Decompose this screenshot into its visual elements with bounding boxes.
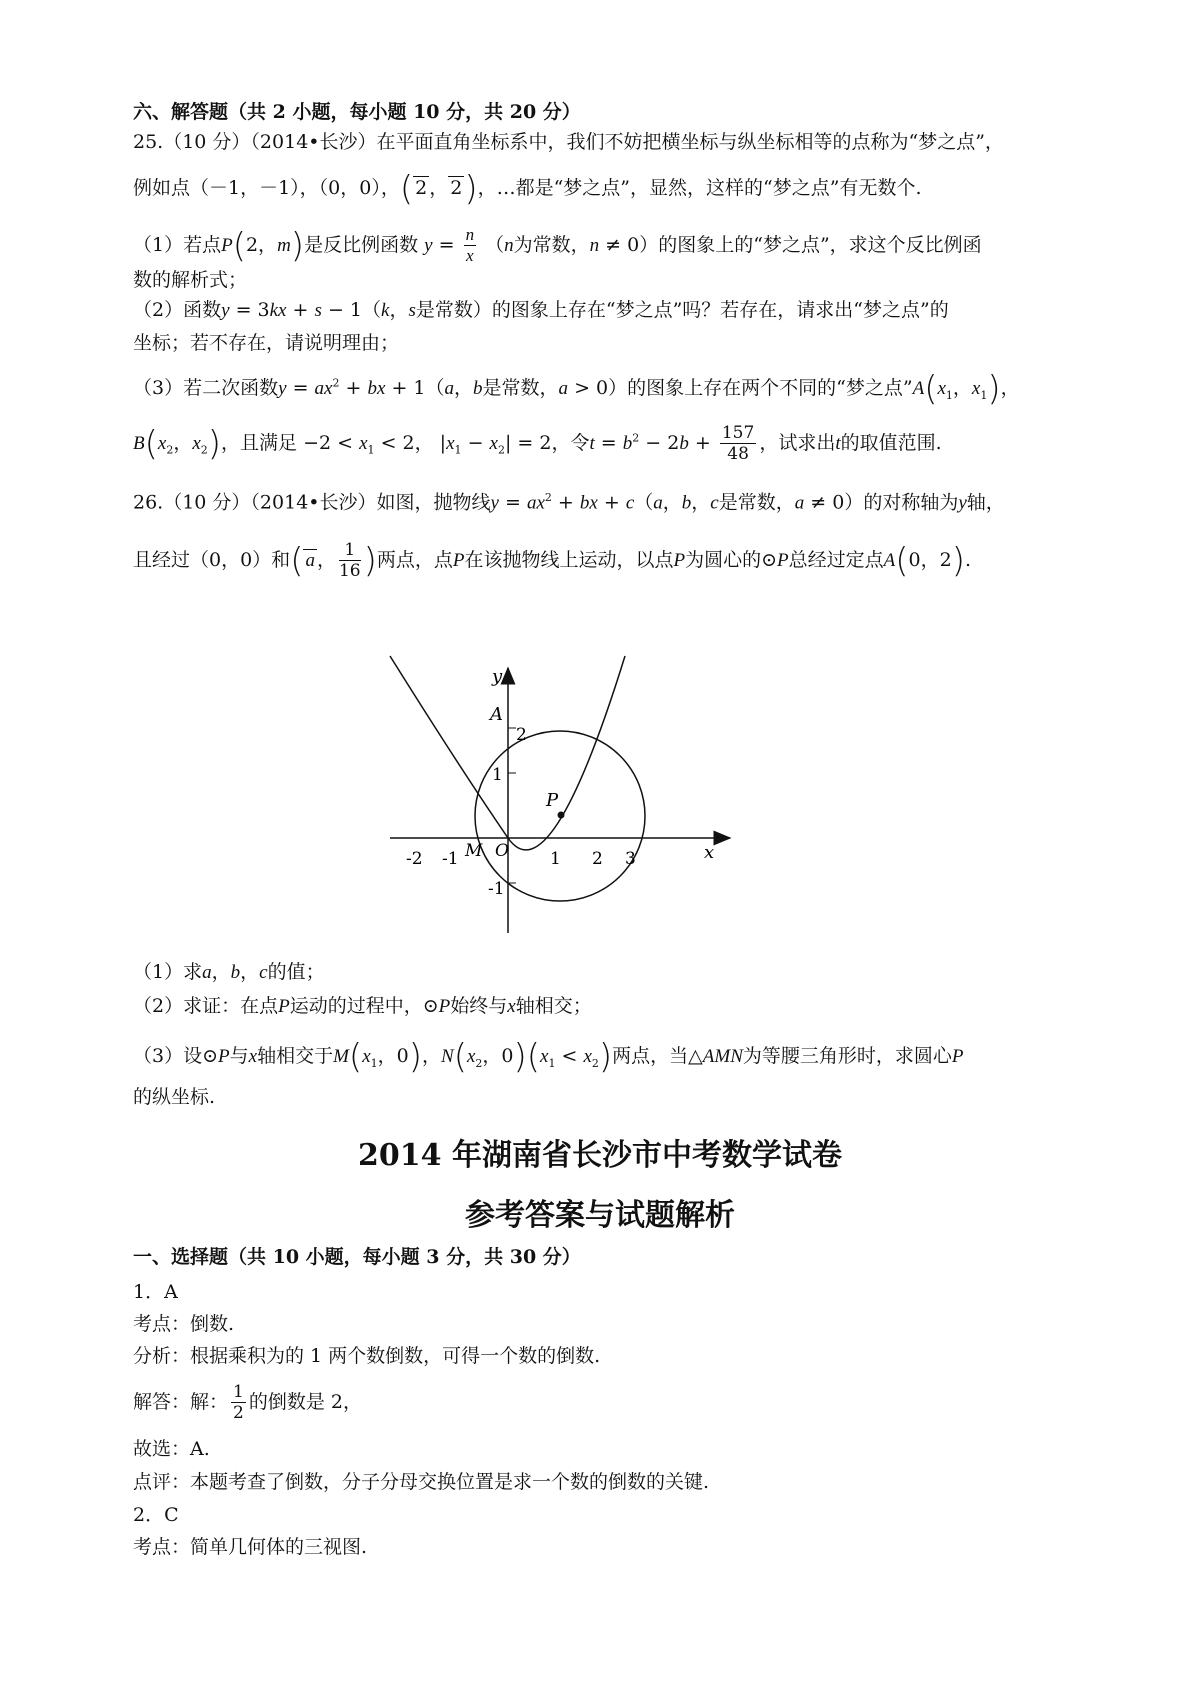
- y-axis-label: y: [492, 666, 503, 687]
- point-p-label: P: [546, 790, 559, 811]
- q25-part2: （2）函数y = 3kx + s − 1（k，s是常数）的图象上存在“梦之点”吗？若存在，请求出“梦之点”的: [133, 299, 949, 321]
- q26-sub1: （1）求a，b，c的值；: [133, 961, 325, 983]
- tick-x-3: 3: [625, 849, 636, 869]
- x-axis-label: x: [704, 842, 715, 863]
- q25-part1-cont: 数的解析式；: [133, 269, 248, 291]
- section-heading: 六、解答题（共 2 小题，每小题 10 分，共 20 分）: [133, 101, 581, 123]
- answer-1-guxuan: 故选：A.: [133, 1438, 210, 1460]
- answer-section-heading: 一、选择题（共 10 小题，每小题 3 分，共 30 分）: [133, 1246, 581, 1268]
- tick-x-neg2: -2: [406, 849, 423, 869]
- q25-line2: 例如点（－1，－1），（0，0），( 2 ， 2)，…都是“梦之点”，显然，这样的“梦之点”有无数个.: [133, 169, 922, 209]
- q25-part3-cont: $B(x_2$，$x_2$)，且满足 $-2 < x_1 < 2$， $|x_1 - x_2| = 2$，令$t = b^2 - 2b$ + $\frac{157}{48}$ ，试求出t的取值范围.: [133, 423, 942, 465]
- q25-part3: （3）若二次函数$y = ax^2$ + bx + 1（a，b是常数，a > 0）的图象上存在两个不同的“梦之点$”A(x_1$，$x_1$)，: [133, 369, 1020, 409]
- point-m-label: M: [465, 841, 483, 861]
- main-title: 2014 年湖南省长沙市中考数学试卷: [358, 1138, 842, 1173]
- answer-2: 2．C: [133, 1504, 179, 1526]
- q25-part2-cont: 坐标；若不存在，请说明理由；: [133, 332, 400, 354]
- tick-y-neg1: -1: [488, 879, 505, 899]
- answer-1-fenxi: 分析：根据乘积为的 1 两个数倒数，可得一个数的倒数.: [133, 1345, 601, 1367]
- q25-part1: （1）若点P(2，m)是反比例函数 y = $\frac{n}{x}$ （n为常数，n ≠ 0）的图象上的“梦之点”，求这个反比例函: [133, 225, 982, 266]
- tick-x-2: 2: [592, 849, 603, 869]
- q26-sub2: （2）求证：在点P运动的过程中，⊙P始终与x轴相交；: [133, 995, 592, 1017]
- tick-x-1: 1: [550, 849, 561, 869]
- q26-sub3-cont: 的纵坐标.: [133, 1086, 216, 1108]
- tick-y-1: 1: [492, 765, 503, 785]
- origin-label: O: [495, 841, 509, 861]
- sub-title: 参考答案与试题解析: [465, 1198, 735, 1233]
- q26-sub3: （3）设⊙P与x轴相交于$M(x_1$，0)，$N(x_2$，$0)(x_1 < x_2)$两点，当△AMN为等腰三角形时，求圆心P: [133, 1037, 964, 1077]
- q26-line1: 26.（10 分）（2014•长沙）如图，抛物线$y = ax^2$ + bx + c（a，b，c是常数，a ≠ 0）的对称轴为y轴，: [133, 491, 1005, 514]
- answer-1-jieda: 解答：解： $\frac{1}{2}$ 的倒数是 2，: [133, 1382, 362, 1424]
- answer-1-dianping: 点评：本题考查了倒数，分子分母交换位置是求一个数的倒数的关键.: [133, 1471, 710, 1493]
- answer-1-kaodian: 考点：倒数.: [133, 1313, 235, 1335]
- point-p-dot: [558, 812, 565, 819]
- point-a-label: A: [490, 704, 503, 725]
- parabola-circle-figure: [406, 666, 780, 938]
- tick-x-neg1: -1: [442, 849, 459, 869]
- q26-line2: 且经过（0，0）和( a ， $\frac{1}{16}$ )两点，点P在该抛物线上运动，以点P为圆心的⊙P总经过定点A(0，2).: [133, 540, 972, 582]
- answer-1: 1．A: [133, 1281, 178, 1303]
- q25-line1: 25.（10 分）（2014•长沙）在平面直角坐标系中，我们不妨把横坐标与纵坐标相等的点称为“梦之点”，: [133, 131, 1004, 153]
- answer-2-kaodian: 考点：简单几何体的三视图.: [133, 1536, 368, 1558]
- tick-y-2: 2: [516, 725, 527, 745]
